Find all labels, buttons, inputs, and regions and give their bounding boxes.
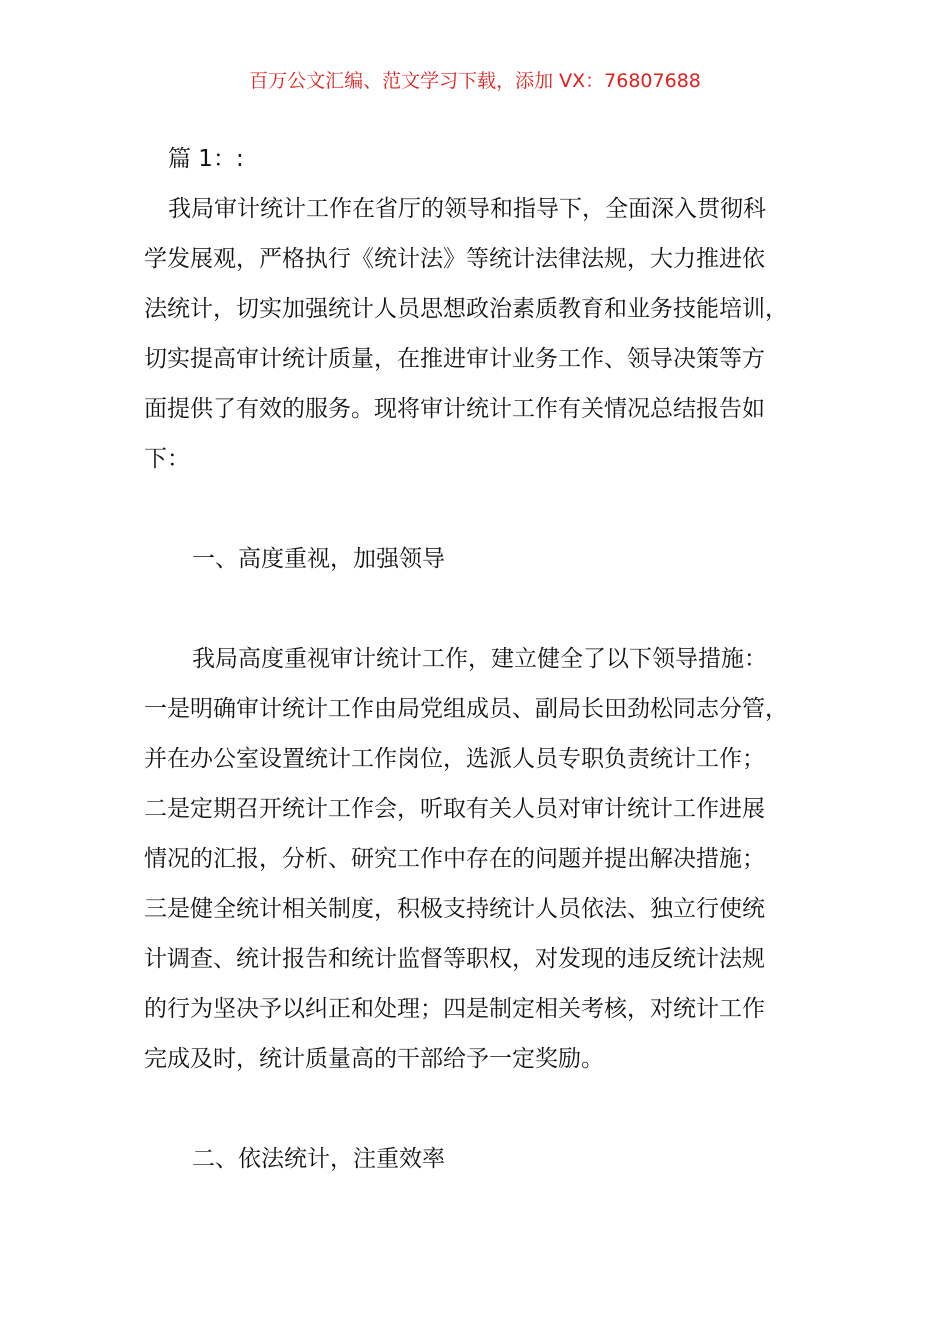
section-heading-1: 一、高度重视，加强领导 <box>192 546 445 572</box>
intro-paragraph <box>144 184 834 484</box>
text-line: 二是定期召开统计工作会，听取有关人员对审计统计工作进展 <box>144 796 765 822</box>
text-line: 计调查、统计报告和统计监督等职权，对发现的违反统计法规 <box>144 946 765 972</box>
text-line: 的行为坚决予以纠正和处理；四是制定相关考核，对统计工作 <box>144 996 765 1022</box>
document-body <box>144 134 834 1184</box>
text-line: 我局审计统计工作在省厅的领导和指导下，全面深入贯彻科 <box>168 196 766 222</box>
text-line: 学发展观，严格执行《统计法》等统计法律法规，大力推进依 <box>144 246 765 272</box>
text-line: 情况的汇报，分析、研究工作中存在的问题并提出解决措施； <box>144 846 765 872</box>
section1-paragraph <box>144 634 834 1084</box>
text-line: 三是健全统计相关制度，积极支持统计人员依法、独立行使统 <box>144 896 765 922</box>
watermark-notice: 百万公文汇编、范文学习下载，添加 VX：76807688 <box>249 70 701 92</box>
text-line: 并在办公室设置统计工作岗位，选派人员专职负责统计工作； <box>144 746 765 772</box>
text-line: 完成及时，统计质量高的干部给予一定奖励。 <box>144 1046 604 1072</box>
text-line: 下： <box>144 446 190 472</box>
text-line: 切实提高审计统计质量，在推进审计业务工作、领导决策等方 <box>144 346 765 372</box>
part-label: 篇 1：: <box>168 146 244 172</box>
text-line: 一是明确审计统计工作由局党组成员、副局长田劲松同志分管， <box>144 696 788 722</box>
text-line: 我局高度重视审计统计工作，建立健全了以下领导措施： <box>192 646 767 672</box>
text-line: 面提供了有效的服务。现将审计统计工作有关情况总结报告如 <box>144 396 765 422</box>
section-heading-2: 二、依法统计，注重效率 <box>192 1146 445 1172</box>
text-line: 法统计，切实加强统计人员思想政治素质教育和业务技能培训， <box>144 296 788 322</box>
